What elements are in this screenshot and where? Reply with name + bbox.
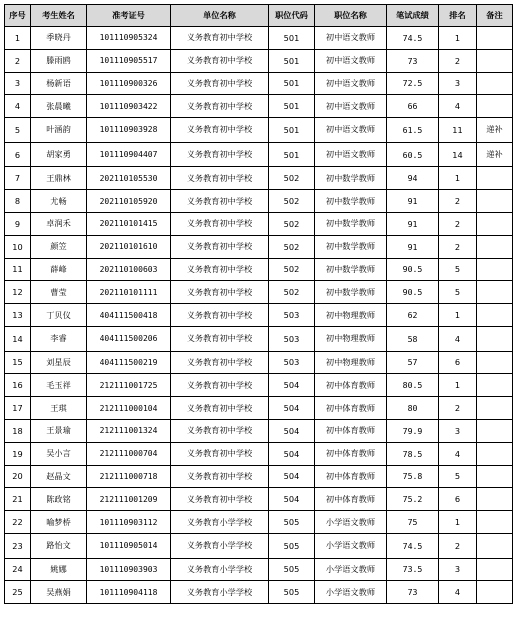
table-row [5,533,513,558]
cell-score: 62 [387,304,439,327]
cell-name: 杨新语 [31,72,87,95]
cell-no: 5 [5,118,31,143]
cell-name: 王琪 [31,397,87,420]
cell-name: 薛峰 [31,258,87,281]
cell-exam-id: 101110905517 [87,49,171,72]
cell-unit: 义务教育小学学校 [171,511,269,534]
cell-no: 17 [5,397,31,420]
cell-score: 57 [387,351,439,374]
cell-note [477,72,513,95]
table-row [5,190,513,213]
cell-unit: 义务教育初中学校 [171,326,269,351]
cell-unit: 义务教育初中学校 [171,351,269,374]
cell-no: 24 [5,558,31,581]
cell-exam-id: 212111001324 [87,419,171,442]
table-row [5,95,513,118]
cell-score: 60.5 [387,142,439,167]
cell-rank: 1 [439,27,477,50]
cell-exam-id: 212111001725 [87,374,171,397]
cell-exam-id: 212111001209 [87,488,171,511]
cell-name: 路怡文 [31,533,87,558]
cell-exam-id: 101110900326 [87,72,171,95]
cell-no: 22 [5,511,31,534]
table-row [5,142,513,167]
cell-position: 初中体育教师 [315,374,387,397]
cell-exam-id: 202110101111 [87,281,171,304]
cell-name: 颜笠 [31,235,87,258]
cell-score: 73.5 [387,558,439,581]
table-row [5,281,513,304]
header-name: 考生姓名 [31,5,87,27]
cell-note [477,558,513,581]
cell-no: 4 [5,95,31,118]
cell-unit: 义务教育初中学校 [171,374,269,397]
cell-no: 18 [5,419,31,442]
cell-exam-id: 202110100603 [87,258,171,281]
cell-unit: 义务教育初中学校 [171,190,269,213]
cell-score: 75.8 [387,465,439,488]
cell-code: 504 [269,419,315,442]
cell-unit: 义务教育初中学校 [171,118,269,143]
cell-no: 1 [5,27,31,50]
cell-rank: 5 [439,258,477,281]
cell-name: 季晓丹 [31,27,87,50]
table-body [5,27,513,604]
cell-position: 初中数学教师 [315,212,387,235]
cell-note: 递补 [477,142,513,167]
cell-code: 501 [269,95,315,118]
cell-note [477,326,513,351]
cell-note [477,235,513,258]
cell-name: 王景瑜 [31,419,87,442]
cell-score: 73 [387,49,439,72]
cell-code: 501 [269,72,315,95]
cell-no: 25 [5,581,31,604]
cell-score: 58 [387,326,439,351]
cell-rank: 11 [439,118,477,143]
cell-name: 叶涵韵 [31,118,87,143]
cell-score: 66 [387,95,439,118]
cell-note [477,374,513,397]
cell-code: 505 [269,558,315,581]
table-row [5,118,513,143]
table-row [5,167,513,190]
cell-position: 初中语文教师 [315,49,387,72]
table-row [5,465,513,488]
cell-no: 19 [5,442,31,465]
cell-rank: 4 [439,95,477,118]
cell-code: 504 [269,397,315,420]
cell-no: 15 [5,351,31,374]
cell-score: 78.5 [387,442,439,465]
cell-name: 王鼎林 [31,167,87,190]
cell-position: 初中数学教师 [315,258,387,281]
cell-name: 张晨曦 [31,95,87,118]
cell-position: 初中体育教师 [315,397,387,420]
cell-no: 11 [5,258,31,281]
cell-unit: 义务教育初中学校 [171,212,269,235]
cell-unit: 义务教育初中学校 [171,442,269,465]
cell-code: 501 [269,49,315,72]
cell-exam-id: 101110904407 [87,142,171,167]
cell-score: 91 [387,212,439,235]
cell-name: 李睿 [31,326,87,351]
cell-note [477,27,513,50]
cell-note [477,533,513,558]
table-row [5,49,513,72]
cell-position: 初中数学教师 [315,281,387,304]
cell-unit: 义务教育初中学校 [171,27,269,50]
cell-unit: 义务教育初中学校 [171,167,269,190]
cell-rank: 4 [439,326,477,351]
cell-rank: 3 [439,72,477,95]
cell-score: 73 [387,581,439,604]
cell-score: 72.5 [387,72,439,95]
cell-note: 递补 [477,118,513,143]
table-row [5,326,513,351]
cell-no: 21 [5,488,31,511]
cell-note [477,304,513,327]
cell-exam-id: 101110903422 [87,95,171,118]
cell-rank: 14 [439,142,477,167]
cell-unit: 义务教育初中学校 [171,281,269,304]
header-no: 序号 [5,5,31,27]
cell-code: 503 [269,326,315,351]
cell-unit: 义务教育初中学校 [171,465,269,488]
cell-position: 初中体育教师 [315,442,387,465]
cell-position: 小学语文教师 [315,581,387,604]
cell-rank: 2 [439,212,477,235]
cell-no: 9 [5,212,31,235]
cell-exam-id: 202110101415 [87,212,171,235]
cell-code: 502 [269,281,315,304]
cell-exam-id: 101110903112 [87,511,171,534]
cell-exam-id: 212111000704 [87,442,171,465]
cell-position: 初中物理教师 [315,351,387,374]
cell-exam-id: 202110105530 [87,167,171,190]
cell-exam-id: 101110905014 [87,533,171,558]
cell-position: 初中物理教师 [315,304,387,327]
cell-exam-id: 202110105920 [87,190,171,213]
cell-name: 滕雨鸥 [31,49,87,72]
cell-code: 503 [269,351,315,374]
header-score: 笔试成绩 [387,5,439,27]
cell-rank: 1 [439,304,477,327]
cell-unit: 义务教育初中学校 [171,95,269,118]
cell-score: 79.9 [387,419,439,442]
cell-no: 3 [5,72,31,95]
cell-name: 丁贝仪 [31,304,87,327]
cell-score: 91 [387,235,439,258]
cell-exam-id: 404111500206 [87,326,171,351]
cell-position: 初中语文教师 [315,142,387,167]
cell-note [477,442,513,465]
table-row [5,419,513,442]
cell-code: 501 [269,27,315,50]
cell-unit: 义务教育小学学校 [171,533,269,558]
cell-code: 502 [269,190,315,213]
table-row [5,235,513,258]
cell-name: 姚娜 [31,558,87,581]
cell-rank: 1 [439,167,477,190]
header-position: 职位名称 [315,5,387,27]
cell-exam-id: 101110903928 [87,118,171,143]
cell-no: 12 [5,281,31,304]
cell-code: 502 [269,235,315,258]
cell-score: 90.5 [387,281,439,304]
cell-exam-id: 202110101610 [87,235,171,258]
cell-note [477,95,513,118]
cell-name: 喻梦桥 [31,511,87,534]
cell-name: 卓润禾 [31,212,87,235]
cell-position: 初中物理教师 [315,326,387,351]
cell-code: 502 [269,258,315,281]
results-table [4,4,513,604]
cell-unit: 义务教育初中学校 [171,488,269,511]
cell-note [477,167,513,190]
header-code: 职位代码 [269,5,315,27]
cell-exam-id: 404111500418 [87,304,171,327]
table-row [5,511,513,534]
table-row [5,351,513,374]
table-row [5,397,513,420]
cell-note [477,465,513,488]
table-row [5,442,513,465]
table-row [5,581,513,604]
cell-position: 小学语文教师 [315,558,387,581]
cell-score: 90.5 [387,258,439,281]
cell-exam-id: 212111000104 [87,397,171,420]
cell-rank: 1 [439,374,477,397]
cell-position: 初中数学教师 [315,190,387,213]
cell-exam-id: 101110903903 [87,558,171,581]
cell-code: 503 [269,304,315,327]
cell-unit: 义务教育初中学校 [171,235,269,258]
cell-code: 505 [269,581,315,604]
cell-no: 10 [5,235,31,258]
cell-rank: 4 [439,442,477,465]
cell-position: 初中语文教师 [315,118,387,143]
cell-score: 74.5 [387,533,439,558]
cell-position: 小学语文教师 [315,533,387,558]
cell-name: 毛玉祥 [31,374,87,397]
cell-code: 504 [269,374,315,397]
cell-score: 61.5 [387,118,439,143]
cell-note [477,281,513,304]
cell-rank: 6 [439,351,477,374]
cell-code: 502 [269,167,315,190]
table-row [5,374,513,397]
cell-rank: 1 [439,511,477,534]
cell-position: 初中体育教师 [315,419,387,442]
cell-position: 初中语文教师 [315,27,387,50]
cell-rank: 4 [439,581,477,604]
cell-code: 504 [269,442,315,465]
cell-rank: 3 [439,558,477,581]
cell-position: 初中数学教师 [315,235,387,258]
cell-code: 504 [269,488,315,511]
cell-rank: 2 [439,49,477,72]
cell-note [477,419,513,442]
cell-score: 80.5 [387,374,439,397]
cell-note [477,397,513,420]
table-row [5,488,513,511]
cell-position: 初中体育教师 [315,465,387,488]
cell-unit: 义务教育初中学校 [171,258,269,281]
cell-name: 赵晶文 [31,465,87,488]
cell-no: 8 [5,190,31,213]
cell-code: 504 [269,465,315,488]
table-row [5,558,513,581]
cell-no: 13 [5,304,31,327]
cell-unit: 义务教育初中学校 [171,304,269,327]
cell-score: 80 [387,397,439,420]
cell-no: 14 [5,326,31,351]
table-row [5,72,513,95]
cell-name: 陈政铭 [31,488,87,511]
cell-exam-id: 212111000718 [87,465,171,488]
cell-no: 20 [5,465,31,488]
cell-position: 初中语文教师 [315,72,387,95]
header-exam-id: 准考证号 [87,5,171,27]
table-row [5,27,513,50]
cell-unit: 义务教育初中学校 [171,142,269,167]
cell-rank: 2 [439,533,477,558]
cell-exam-id: 404111500219 [87,351,171,374]
cell-note [477,190,513,213]
cell-score: 94 [387,167,439,190]
cell-score: 74.5 [387,27,439,50]
cell-rank: 2 [439,397,477,420]
cell-rank: 5 [439,281,477,304]
cell-note [477,488,513,511]
cell-code: 501 [269,142,315,167]
cell-rank: 5 [439,465,477,488]
cell-rank: 3 [439,419,477,442]
cell-position: 小学语文教师 [315,511,387,534]
header-note: 备注 [477,5,513,27]
cell-unit: 义务教育初中学校 [171,397,269,420]
cell-unit: 义务教育初中学校 [171,72,269,95]
cell-unit: 义务教育小学学校 [171,581,269,604]
cell-score: 91 [387,190,439,213]
cell-no: 23 [5,533,31,558]
cell-name: 曹莹 [31,281,87,304]
cell-name: 胡家勇 [31,142,87,167]
header-rank: 排名 [439,5,477,27]
cell-code: 502 [269,212,315,235]
cell-position: 初中语文教师 [315,95,387,118]
cell-note [477,258,513,281]
cell-unit: 义务教育初中学校 [171,419,269,442]
cell-no: 7 [5,167,31,190]
cell-score: 75 [387,511,439,534]
cell-name: 吴小言 [31,442,87,465]
cell-code: 505 [269,533,315,558]
cell-exam-id: 101110905324 [87,27,171,50]
cell-no: 2 [5,49,31,72]
cell-unit: 义务教育初中学校 [171,49,269,72]
cell-rank: 2 [439,235,477,258]
cell-note [477,581,513,604]
cell-note [477,49,513,72]
cell-position: 初中数学教师 [315,167,387,190]
header-unit: 单位名称 [171,5,269,27]
cell-code: 501 [269,118,315,143]
cell-code: 505 [269,511,315,534]
cell-rank: 6 [439,488,477,511]
table-row [5,304,513,327]
cell-note [477,511,513,534]
cell-note [477,212,513,235]
cell-rank: 2 [439,190,477,213]
cell-name: 尤畅 [31,190,87,213]
cell-unit: 义务教育小学学校 [171,558,269,581]
table-row [5,258,513,281]
cell-name: 刘星辰 [31,351,87,374]
cell-note [477,351,513,374]
table-row [5,212,513,235]
cell-position: 初中体育教师 [315,488,387,511]
cell-no: 16 [5,374,31,397]
cell-exam-id: 101110904118 [87,581,171,604]
cell-name: 吴燕娟 [31,581,87,604]
cell-no: 6 [5,142,31,167]
cell-score: 75.2 [387,488,439,511]
header-row [5,5,513,27]
